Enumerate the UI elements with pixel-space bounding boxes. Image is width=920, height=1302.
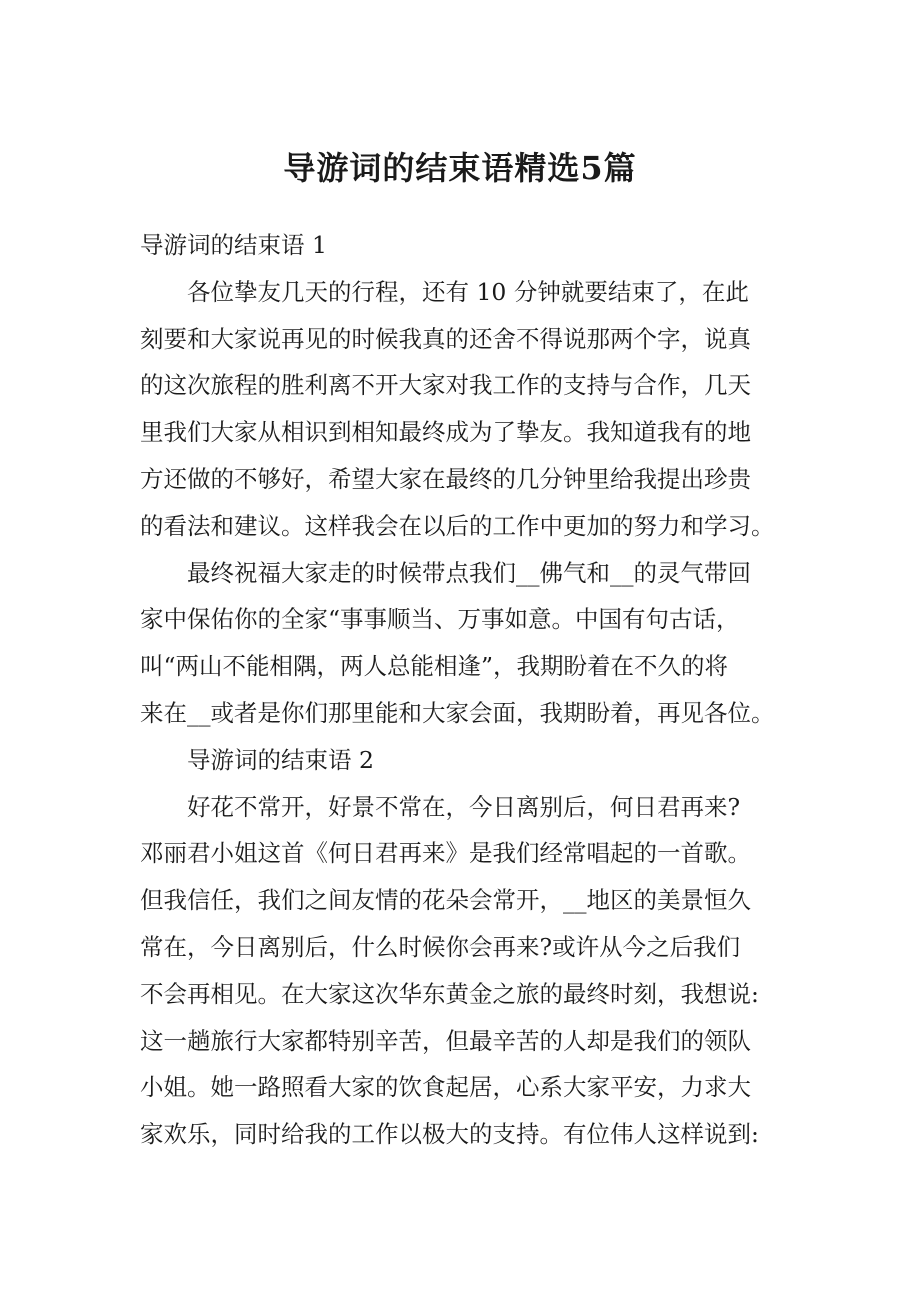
text-line: 导游词的结束语 2 [187, 745, 374, 774]
text-line: 各位挚友几天的行程，还有 10 分钟就要结束了，在此 [187, 277, 749, 306]
text-line: 家中保佑你的全家“事事顺当、万事如意。中国有句古话， [140, 605, 740, 634]
text-line: 小姐。她一路照看大家的饮食起居，心系大家平安，力求大 [140, 1073, 751, 1102]
document-body [140, 222, 790, 1158]
text-line: 好花不常开，好景不常在，今日离别后，何日君再来? [187, 792, 741, 821]
text-line: 最终祝福大家走的时候带点我们__佛气和__的灵气带回 [187, 558, 751, 587]
text-line: 邓丽君小姐这首《何日君再来》是我们经常唱起的一首歌。 [140, 839, 751, 868]
text-line: 常在，今日离别后，什么时候你会再来?或许从今之后我们 [140, 932, 741, 961]
text-line: 这一趟旅行大家都特别辛苦，但最辛苦的人却是我们的领队 [140, 1026, 751, 1055]
text-line: 但我信任，我们之间友情的花朵会常开，__地区的美景恒久 [140, 886, 751, 915]
text-line: 刻要和大家说再见的时候我真的还舍不得说那两个字，说真 [140, 324, 751, 353]
text-line: 不会再相见。在大家这次华东黄金之旅的最终时刻，我想说: [140, 979, 759, 1008]
text-line: 的这次旅程的胜利离不开大家对我工作的支持与合作，几天 [140, 371, 751, 400]
text-line: 里我们大家从相识到相知最终成为了挚友。我知道我有的地 [140, 418, 751, 447]
text-line: 的看法和建议。这样我会在以后的工作中更加的努力和学习。 [140, 511, 775, 540]
text-line: 方还做的不够好，希望大家在最终的几分钟里给我提出珍贵 [140, 464, 751, 493]
text-line: 来在__或者是你们那里能和大家会面，我期盼着，再见各位。 [140, 698, 775, 727]
text-line: 叫“两山不能相隅，两人总能相逢”，我期盼着在不久的将 [140, 652, 729, 681]
text-line: 导游词的结束语 1 [140, 231, 327, 259]
document-title: 导游词的结束语精选5篇 [283, 149, 637, 187]
text-line: 家欢乐，同时给我的工作以极大的支持。有位伟人这样说到: [140, 1120, 759, 1149]
